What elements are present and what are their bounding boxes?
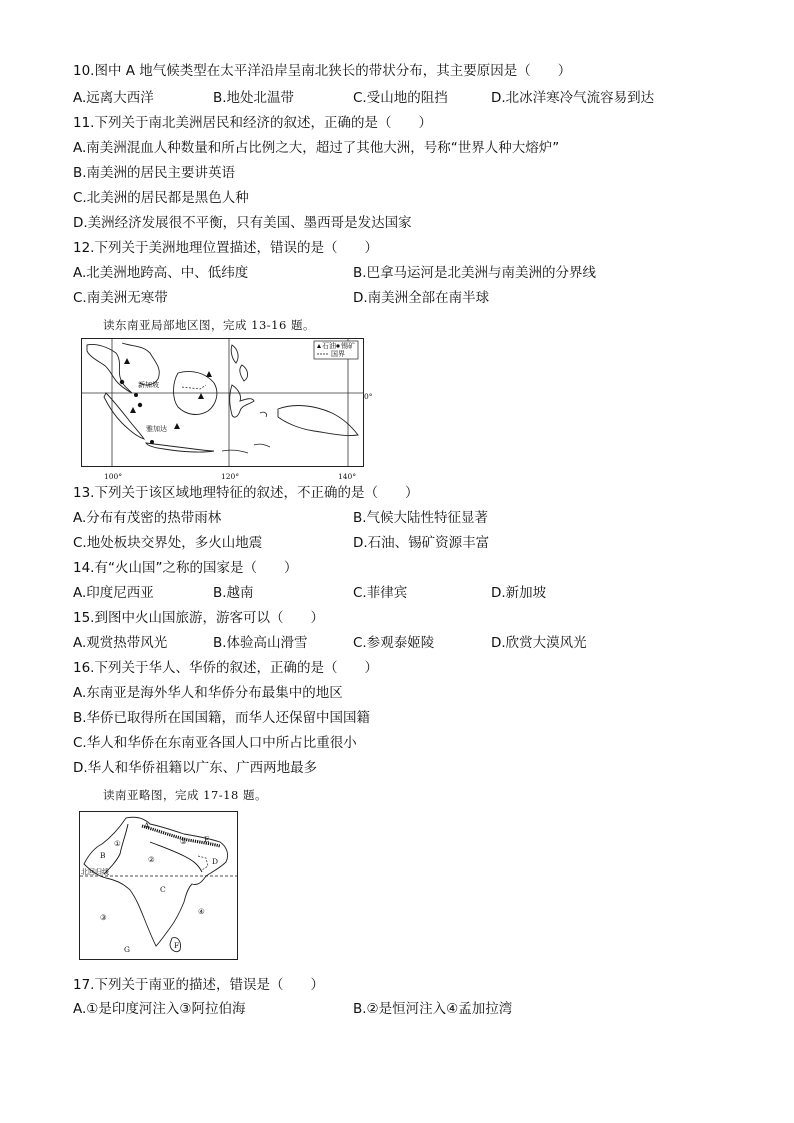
q15-option-c: C.参观泰姬陵 bbox=[353, 635, 435, 651]
legend-oil-label: 石油 bbox=[322, 342, 336, 350]
ganges-river bbox=[150, 842, 202, 872]
oil-marker bbox=[124, 358, 130, 364]
q14-option-d: D.新加坡 bbox=[491, 585, 547, 601]
intro-south-asia: 读南亚略图，完成 17-18 题。 bbox=[103, 788, 267, 802]
label-f: F bbox=[174, 941, 180, 950]
southeast-asia-map bbox=[81, 338, 364, 467]
label-g: G bbox=[124, 945, 130, 954]
q13-option-b: B.气候大陆性特征显著 bbox=[353, 510, 489, 526]
q14-option-c: C.菲律宾 bbox=[353, 585, 408, 601]
q13-option-d: D.石油、锡矿资源丰富 bbox=[353, 535, 490, 551]
jakarta-label: 雅加达 bbox=[146, 425, 167, 433]
question-10-stem: 10.图中 A 地气候类型在太平洋沿岸呈南北狭长的带状分布，其主要原因是（ ） bbox=[73, 63, 572, 79]
q11-option-c: C.北美洲的居民都是黑色人种 bbox=[73, 190, 249, 206]
q13-option-a: A.分布有茂密的热带雨林 bbox=[73, 510, 222, 526]
svg-text:0°: 0° bbox=[364, 392, 373, 401]
philippines-islands bbox=[231, 345, 247, 381]
q12-option-b: B.巴拿马运河是北美洲与南美洲的分界线 bbox=[353, 265, 597, 281]
new-guinea-island bbox=[278, 406, 358, 436]
q13-option-c: C.地处板块交界处，多火山地震 bbox=[73, 535, 263, 551]
oil-marker bbox=[206, 371, 212, 377]
label-4: ④ bbox=[198, 907, 205, 916]
sulawesi-island bbox=[230, 385, 254, 417]
svg-text:100°: 100° bbox=[104, 472, 123, 481]
q16-option-b: B.华侨已取得所在国国籍，而华人还保留中国国籍 bbox=[73, 710, 371, 726]
label-b: B bbox=[100, 851, 106, 860]
q11-option-b: B.南美洲的居民主要讲英语 bbox=[73, 165, 236, 181]
tropic-of-cancer-label: 北回归线 bbox=[81, 868, 109, 876]
legend-border-label: 国界 bbox=[331, 350, 345, 358]
q14-option-b: B.越南 bbox=[213, 585, 254, 601]
country-border bbox=[182, 385, 206, 389]
tin-marker bbox=[120, 380, 124, 384]
q12-option-a: A.北美洲地跨高、中、低纬度 bbox=[73, 265, 249, 281]
jakarta-city-dot bbox=[150, 440, 154, 444]
label-e: E bbox=[204, 835, 210, 844]
label-c: C bbox=[160, 885, 166, 894]
q15-option-b: B.体验高山滑雪 bbox=[213, 635, 308, 651]
question-12-stem: 12.下列关于美洲地理位置描述，错误的是（ ） bbox=[73, 240, 378, 256]
question-17-stem: 17.下列关于南亚的描述，错误是（ ） bbox=[73, 977, 324, 993]
java-island bbox=[146, 443, 214, 452]
q17-option-a: A.①是印度河注入③阿拉伯海 bbox=[73, 1001, 246, 1017]
label-5: ⑤ bbox=[180, 837, 187, 846]
legend-tin-label: 锡矿 bbox=[341, 342, 355, 350]
svg-text:120°: 120° bbox=[221, 472, 240, 481]
tin-marker bbox=[138, 403, 142, 407]
tick-140 bbox=[338, 466, 362, 485]
question-14-stem: 14.有“火山国”之称的国家是（ ） bbox=[73, 560, 298, 576]
q15-option-a: A.观赏热带风光 bbox=[73, 635, 168, 651]
label-3: ③ bbox=[100, 913, 107, 922]
q15-option-d: D.欣赏大漠风光 bbox=[491, 635, 587, 651]
q10-option-b: B.地处北温带 bbox=[213, 90, 295, 106]
intro-southeast-asia: 读东南亚局部地区图，完成 13-16 题。 bbox=[103, 318, 315, 332]
question-13-stem: 13.下列关于该区域地理特征的叙述，不正确的是（ ） bbox=[73, 485, 419, 501]
question-16-stem: 16.下列关于华人、华侨的叙述，正确的是（ ） bbox=[73, 660, 378, 676]
tick-100 bbox=[104, 466, 128, 485]
q16-option-c: C.华人和华侨在东南亚各国人口中所占比重很小 bbox=[73, 735, 357, 751]
label-d: D bbox=[212, 857, 219, 866]
q11-option-a: A.南美洲混血人种数量和所占比例之大，超过了其他大洲，号称“世界人种大熔炉” bbox=[73, 140, 560, 156]
question-11-stem: 11.下列关于南北美洲居民和经济的叙述，正确的是（ ） bbox=[73, 115, 432, 131]
oil-marker bbox=[130, 407, 136, 413]
south-asia-map bbox=[79, 811, 238, 960]
q11-option-d: D.美洲经济发展很不平衡，只有美国、墨西哥是发达国家 bbox=[73, 215, 412, 231]
singapore-label: 新加坡 bbox=[138, 381, 159, 389]
q10-option-a: A.远离大西洋 bbox=[73, 90, 154, 106]
question-15-stem: 15.到图中火山国旅游，游客可以（ ） bbox=[73, 610, 324, 626]
svg-text:140°: 140° bbox=[338, 472, 357, 481]
label-a: A bbox=[144, 821, 150, 830]
label-2: ② bbox=[148, 855, 155, 864]
q16-option-d: D.华人和华侨祖籍以广东、广西两地最多 bbox=[73, 760, 318, 776]
indochina-coast bbox=[87, 344, 132, 393]
label-1: ① bbox=[114, 839, 121, 848]
q10-option-d: D.北冰洋寒冷气流容易到达 bbox=[491, 90, 655, 106]
q10-option-c: C.受山地的阻挡 bbox=[353, 90, 448, 106]
q12-option-c: C.南美洲无寒带 bbox=[73, 290, 168, 306]
oil-marker bbox=[198, 393, 204, 399]
singapore-city-dot bbox=[134, 393, 138, 397]
legend-tin-icon bbox=[336, 344, 339, 347]
q17-option-b: B.②是恒河注入④孟加拉湾 bbox=[353, 1001, 513, 1017]
sumatra-island bbox=[104, 393, 144, 439]
equator-tick-label bbox=[364, 386, 378, 405]
q12-option-d: D.南美洲全部在南半球 bbox=[353, 290, 490, 306]
oil-marker bbox=[174, 423, 180, 429]
q14-option-a: A.印度尼西亚 bbox=[73, 585, 154, 601]
q16-option-a: A.东南亚是海外华人和华侨分布最集中的地区 bbox=[73, 685, 343, 701]
tick-120 bbox=[221, 466, 245, 485]
vietnam-coast bbox=[122, 343, 159, 385]
